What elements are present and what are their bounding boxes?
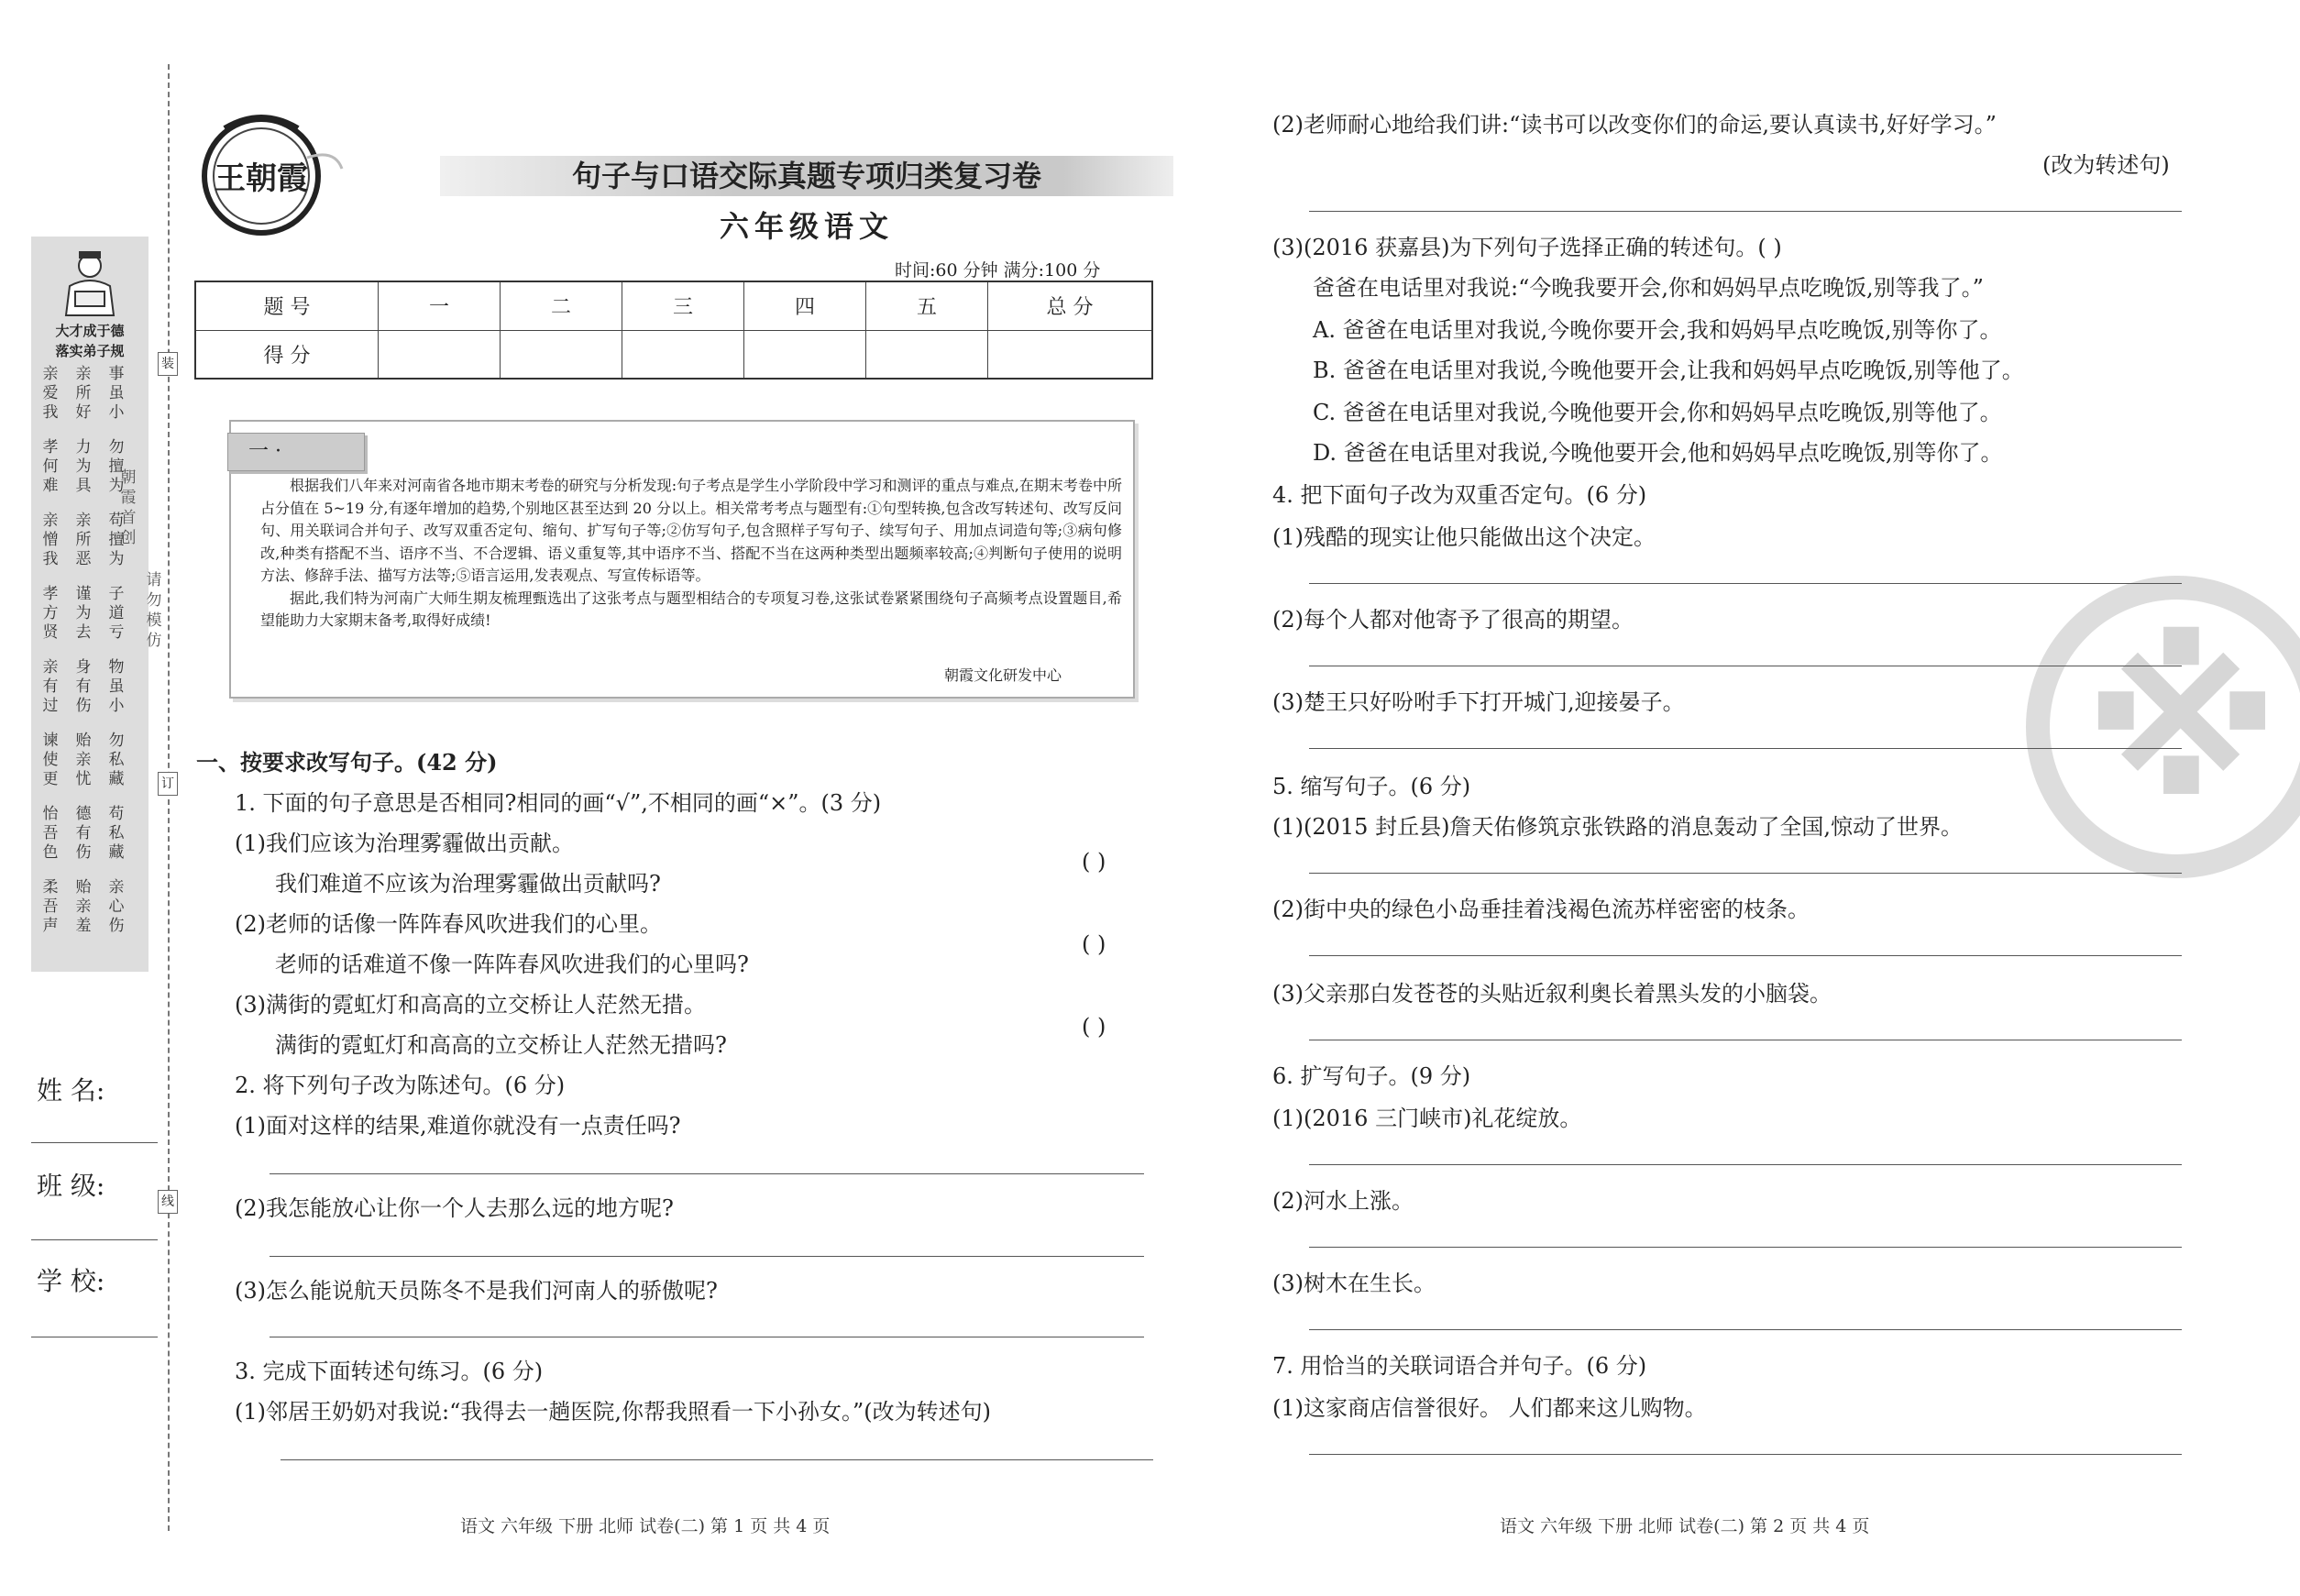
score-input-1[interactable] (379, 330, 501, 379)
score-input-2[interactable] (501, 330, 622, 379)
section-1-heading: 一、按要求改写句子。(42 分) (196, 749, 498, 776)
score-table (194, 281, 1153, 380)
answer-paren-1-1[interactable]: ( ) (1082, 849, 1106, 875)
question-1-3a: (3)满街的霓虹灯和高高的立交桥让人茫然无措。 (235, 992, 706, 1018)
verse-column: 力为具 (75, 438, 92, 495)
question-6-2: (2)河水上涨。 (1272, 1188, 1414, 1214)
answer-line-4-3[interactable] (1309, 748, 2182, 749)
verse-column: 身有伤 (75, 658, 92, 715)
sidebar-motto-panel (31, 237, 149, 972)
question-5: 5. 缩写句子。(6 分) (1272, 774, 1471, 799)
time-score-info: 时间:60 分钟 满分:100 分 (895, 260, 1101, 281)
verse-column: 亲心伤 (108, 878, 125, 935)
question-2-3: (3)怎么能说航天员陈冬不是我们河南人的骄傲呢? (235, 1278, 718, 1304)
footer-page-1: 语文 六年级 下册 北师 试卷(二) 第 1 页 共 4 页 (460, 1516, 831, 1536)
question-4-1: (1)残酷的现实让他只能做出这个决定。 (1272, 524, 1656, 550)
question-5-3: (3)父亲那白发苍苍的头贴近叙利奥长着黑头发的小脑袋。 (1272, 981, 1832, 1007)
answer-line-3-1[interactable] (281, 1459, 1153, 1460)
question-7: 7. 用恰当的关联词语合并句子。(6 分) (1272, 1353, 1647, 1379)
option-b[interactable]: B. 爸爸在电话里对我说,今晚他要开会,让我和妈妈早点吃晚饭,别等他了。 (1313, 358, 2024, 383)
vertical-note-2: 请勿模仿 (146, 571, 162, 650)
question-3-1: (1)邻居王奶奶对我说:“我得去一趟医院,你帮我照看一下小孙女。”(改为转述句) (235, 1399, 991, 1425)
verse-column: 德有伤 (75, 805, 92, 862)
verse-column: 勿擅为 (108, 438, 125, 495)
question-2: 2. 将下列句子改为陈述句。(6 分) (235, 1073, 566, 1098)
verse-column: 苟私藏 (108, 805, 125, 862)
verse-column: 亲憎我 (42, 512, 59, 568)
question-1-2b: 老师的话难道不像一阵阵春风吹进我们的心里吗? (275, 952, 749, 977)
intro-tab (227, 433, 365, 471)
question-1-1a: (1)我们应该为治理雾霾做出贡献。 (235, 831, 574, 856)
logo-text: 王朝霞 (215, 160, 308, 197)
score-input-3[interactable] (622, 330, 744, 379)
class-label: 班 级: (37, 1171, 105, 1201)
motto-line-2: 落实弟子规 (55, 343, 125, 359)
exam-subtitle: 六年级语文 (719, 209, 894, 244)
question-6-1: (1)(2016 三门峡市)礼花绽放。 (1272, 1106, 1582, 1131)
question-4: 4. 把下面句子改为双重否定句。(6 分) (1272, 482, 1647, 508)
verse-column: 亲爱我 (42, 365, 59, 422)
question-4-2: (2)每个人都对他寄予了很高的期望。 (1272, 607, 1634, 633)
answer-line-6-3[interactable] (1309, 1329, 2182, 1330)
score-cell-label: 题 号 (195, 281, 379, 330)
answer-paren-1-2[interactable]: ( ) (1082, 931, 1106, 957)
question-1-2a: (2)老师的话像一阵阵春风吹进我们的心里。 (235, 911, 662, 937)
verse-column: 怡吾色 (42, 805, 59, 862)
verse-column: 谏使更 (42, 732, 59, 788)
question-7-1: (1)这家商店信誉很好。 人们都来这儿购物。 (1272, 1395, 1707, 1421)
question-2-1: (1)面对这样的结果,难道你就没有一点责任吗? (235, 1113, 681, 1139)
child-reading-illustration (57, 248, 123, 321)
motto-line-1: 大才成于德 (55, 323, 125, 339)
answer-line-6-2[interactable] (1309, 1247, 2182, 1248)
name-label: 姓 名: (37, 1075, 105, 1106)
brand-logo (188, 103, 344, 240)
school-label: 学 校: (37, 1266, 105, 1296)
question-2-2: (2)我怎能放心让你一个人去那么远的地方呢? (235, 1195, 674, 1221)
seal-char-zhuang: 装 (158, 352, 178, 376)
question-6: 6. 扩写句子。(9 分) (1272, 1063, 1471, 1089)
question-3-3-stem: 爸爸在电话里对我说:“今晚我要开会,你和妈妈早点吃晚饭,别等我了。” (1313, 275, 1984, 301)
answer-line-3-2[interactable] (1309, 211, 2182, 212)
verse-column: 谨为去 (75, 585, 92, 642)
seal-char-ding: 订 (158, 772, 178, 796)
question-3-2-tag: (改为转述句) (2042, 152, 2170, 178)
question-5-1: (1)(2015 封丘县)詹天佑修筑京张铁路的消息轰动了全国,惊动了世界。 (1272, 814, 1964, 840)
verse-column: 贻亲忧 (75, 732, 92, 788)
question-1-3b: 满街的霓虹灯和高高的立交桥让人茫然无措吗? (275, 1032, 727, 1058)
vertical-note-1: 朝霞首创 (120, 468, 137, 547)
verse-column: 勿私藏 (108, 732, 125, 788)
question-6-3: (3)树木在生长。 (1272, 1271, 1436, 1296)
binding-dashed-line (168, 64, 170, 1531)
answer-line-4-1[interactable] (1309, 583, 2182, 584)
footer-page-2: 语文 六年级 下册 北师 试卷(二) 第 2 页 共 4 页 (1500, 1516, 1870, 1536)
question-3-2: (2)老师耐心地给我们讲:“读书可以改变你们的命运,要认真读书,好好学习。” (1272, 112, 1997, 138)
answer-line-6-1[interactable] (1309, 1164, 2182, 1165)
watermark-glyph: ※ (2084, 607, 2280, 842)
answer-line-2-1[interactable] (270, 1173, 1144, 1174)
score-row-label: 得 分 (195, 330, 379, 379)
score-cell-4: 四 (744, 281, 866, 330)
question-1: 1. 下面的句子意思是否相同?相同的画“√”,不相同的画“×”。(3 分) (235, 790, 882, 816)
score-input-4[interactable] (744, 330, 866, 379)
class-field-line[interactable] (31, 1239, 158, 1240)
intro-tab-label: 一 · (248, 440, 281, 463)
seal-char-xian: 线 (158, 1190, 178, 1214)
score-table-header-row (195, 281, 1152, 330)
question-5-2: (2)街中央的绿色小岛垂挂着浅褐色流苏样密密的枝条。 (1272, 897, 1810, 922)
verse-column: 孝方贤 (42, 585, 59, 642)
score-cell-1: 一 (379, 281, 501, 330)
verse-column: 子道亏 (108, 585, 125, 642)
answer-line-7-1[interactable] (1309, 1454, 2182, 1455)
question-3-3: (3)(2016 获嘉县)为下列句子选择正确的转述句。( ) (1272, 235, 1782, 260)
name-field-line[interactable] (31, 1142, 158, 1143)
verse-column: 苟擅为 (108, 512, 125, 568)
option-a[interactable]: A. 爸爸在电话里对我说,今晚你要开会,我和妈妈早点吃晚饭,别等你了。 (1313, 317, 2002, 343)
verse-column: 亲所好 (75, 365, 92, 422)
score-cell-2: 二 (501, 281, 622, 330)
exam-title: 句子与口语交际真题专项归类复习卷 (571, 159, 1041, 193)
intro-paragraph-1: 根据我们八年来对河南省各地市期末考卷的研究与分析发现:句子考点是学生小学阶段中学习和测评的重点与难点,在期末考卷中所占分值在 5~19 分,有逐年增加的趋势,个别地区甚至达到 20 分以上。相关常考考点与题型有:①句型转换,包含改写转述句、改写反问句、用关联词合并句子、改写双重否定句、缩句、扩写句子等;②仿写句子,包含照样子写句子、续写句子、用加点词造句等;③病句修改,种类有搭配不当、语序不当、不合逻辑、语义重复等,其中语序不当、搭配不当在这两种类型出题频率较高;④判断句子使用的说明方法、修辞手法、描写方法等;⑤语言运用,发表观点、写宣传标语等。 (260, 477, 1122, 584)
verse-column: 亲所恶 (75, 512, 92, 568)
score-input-5[interactable] (866, 330, 988, 379)
option-c[interactable]: C. 爸爸在电话里对我说,今晚他要开会,你和妈妈早点吃晚饭,别等他了。 (1313, 400, 2002, 425)
intro-signature: 朝霞文化研发中心 (944, 666, 1062, 684)
answer-line-5-2[interactable] (1309, 955, 2182, 956)
question-1-1b: 我们难道不应该为治理雾霾做出贡献吗? (275, 871, 661, 897)
score-cell-3: 三 (622, 281, 744, 330)
verse-column: 贻亲羞 (75, 878, 92, 935)
option-d[interactable]: D. 爸爸在电话里对我说,今晚他要开会,他和妈妈早点吃晚饭,别等你了。 (1313, 440, 2003, 466)
verse-column: 事虽小 (108, 365, 125, 422)
answer-line-5-1[interactable] (1309, 873, 2182, 874)
verse-column: 物虽小 (108, 658, 125, 715)
intro-paragraph-2: 据此,我们特为河南广大师生期友梳理甄选出了这张考点与题型相结合的专项复习卷,这张试卷紧紧围绕句子高频考点设置题目,希望能助力大家期末备考,取得好成绩! (260, 589, 1122, 629)
answer-line-2-2[interactable] (270, 1256, 1144, 1257)
answer-paren-1-3[interactable]: ( ) (1082, 1014, 1106, 1040)
intro-text (260, 475, 1122, 633)
score-cell-total: 总 分 (988, 281, 1153, 330)
score-table-score-row (195, 330, 1152, 379)
verse-column: 柔吾声 (42, 878, 59, 935)
score-cell-5: 五 (866, 281, 988, 330)
question-3: 3. 完成下面转述句练习。(6 分) (235, 1359, 544, 1384)
verse-column: 孝何难 (42, 438, 59, 495)
score-input-total[interactable] (988, 330, 1153, 379)
verse-column: 亲有过 (42, 658, 59, 715)
question-4-3: (3)楚王只好吩咐手下打开城门,迎接晏子。 (1272, 689, 1685, 715)
